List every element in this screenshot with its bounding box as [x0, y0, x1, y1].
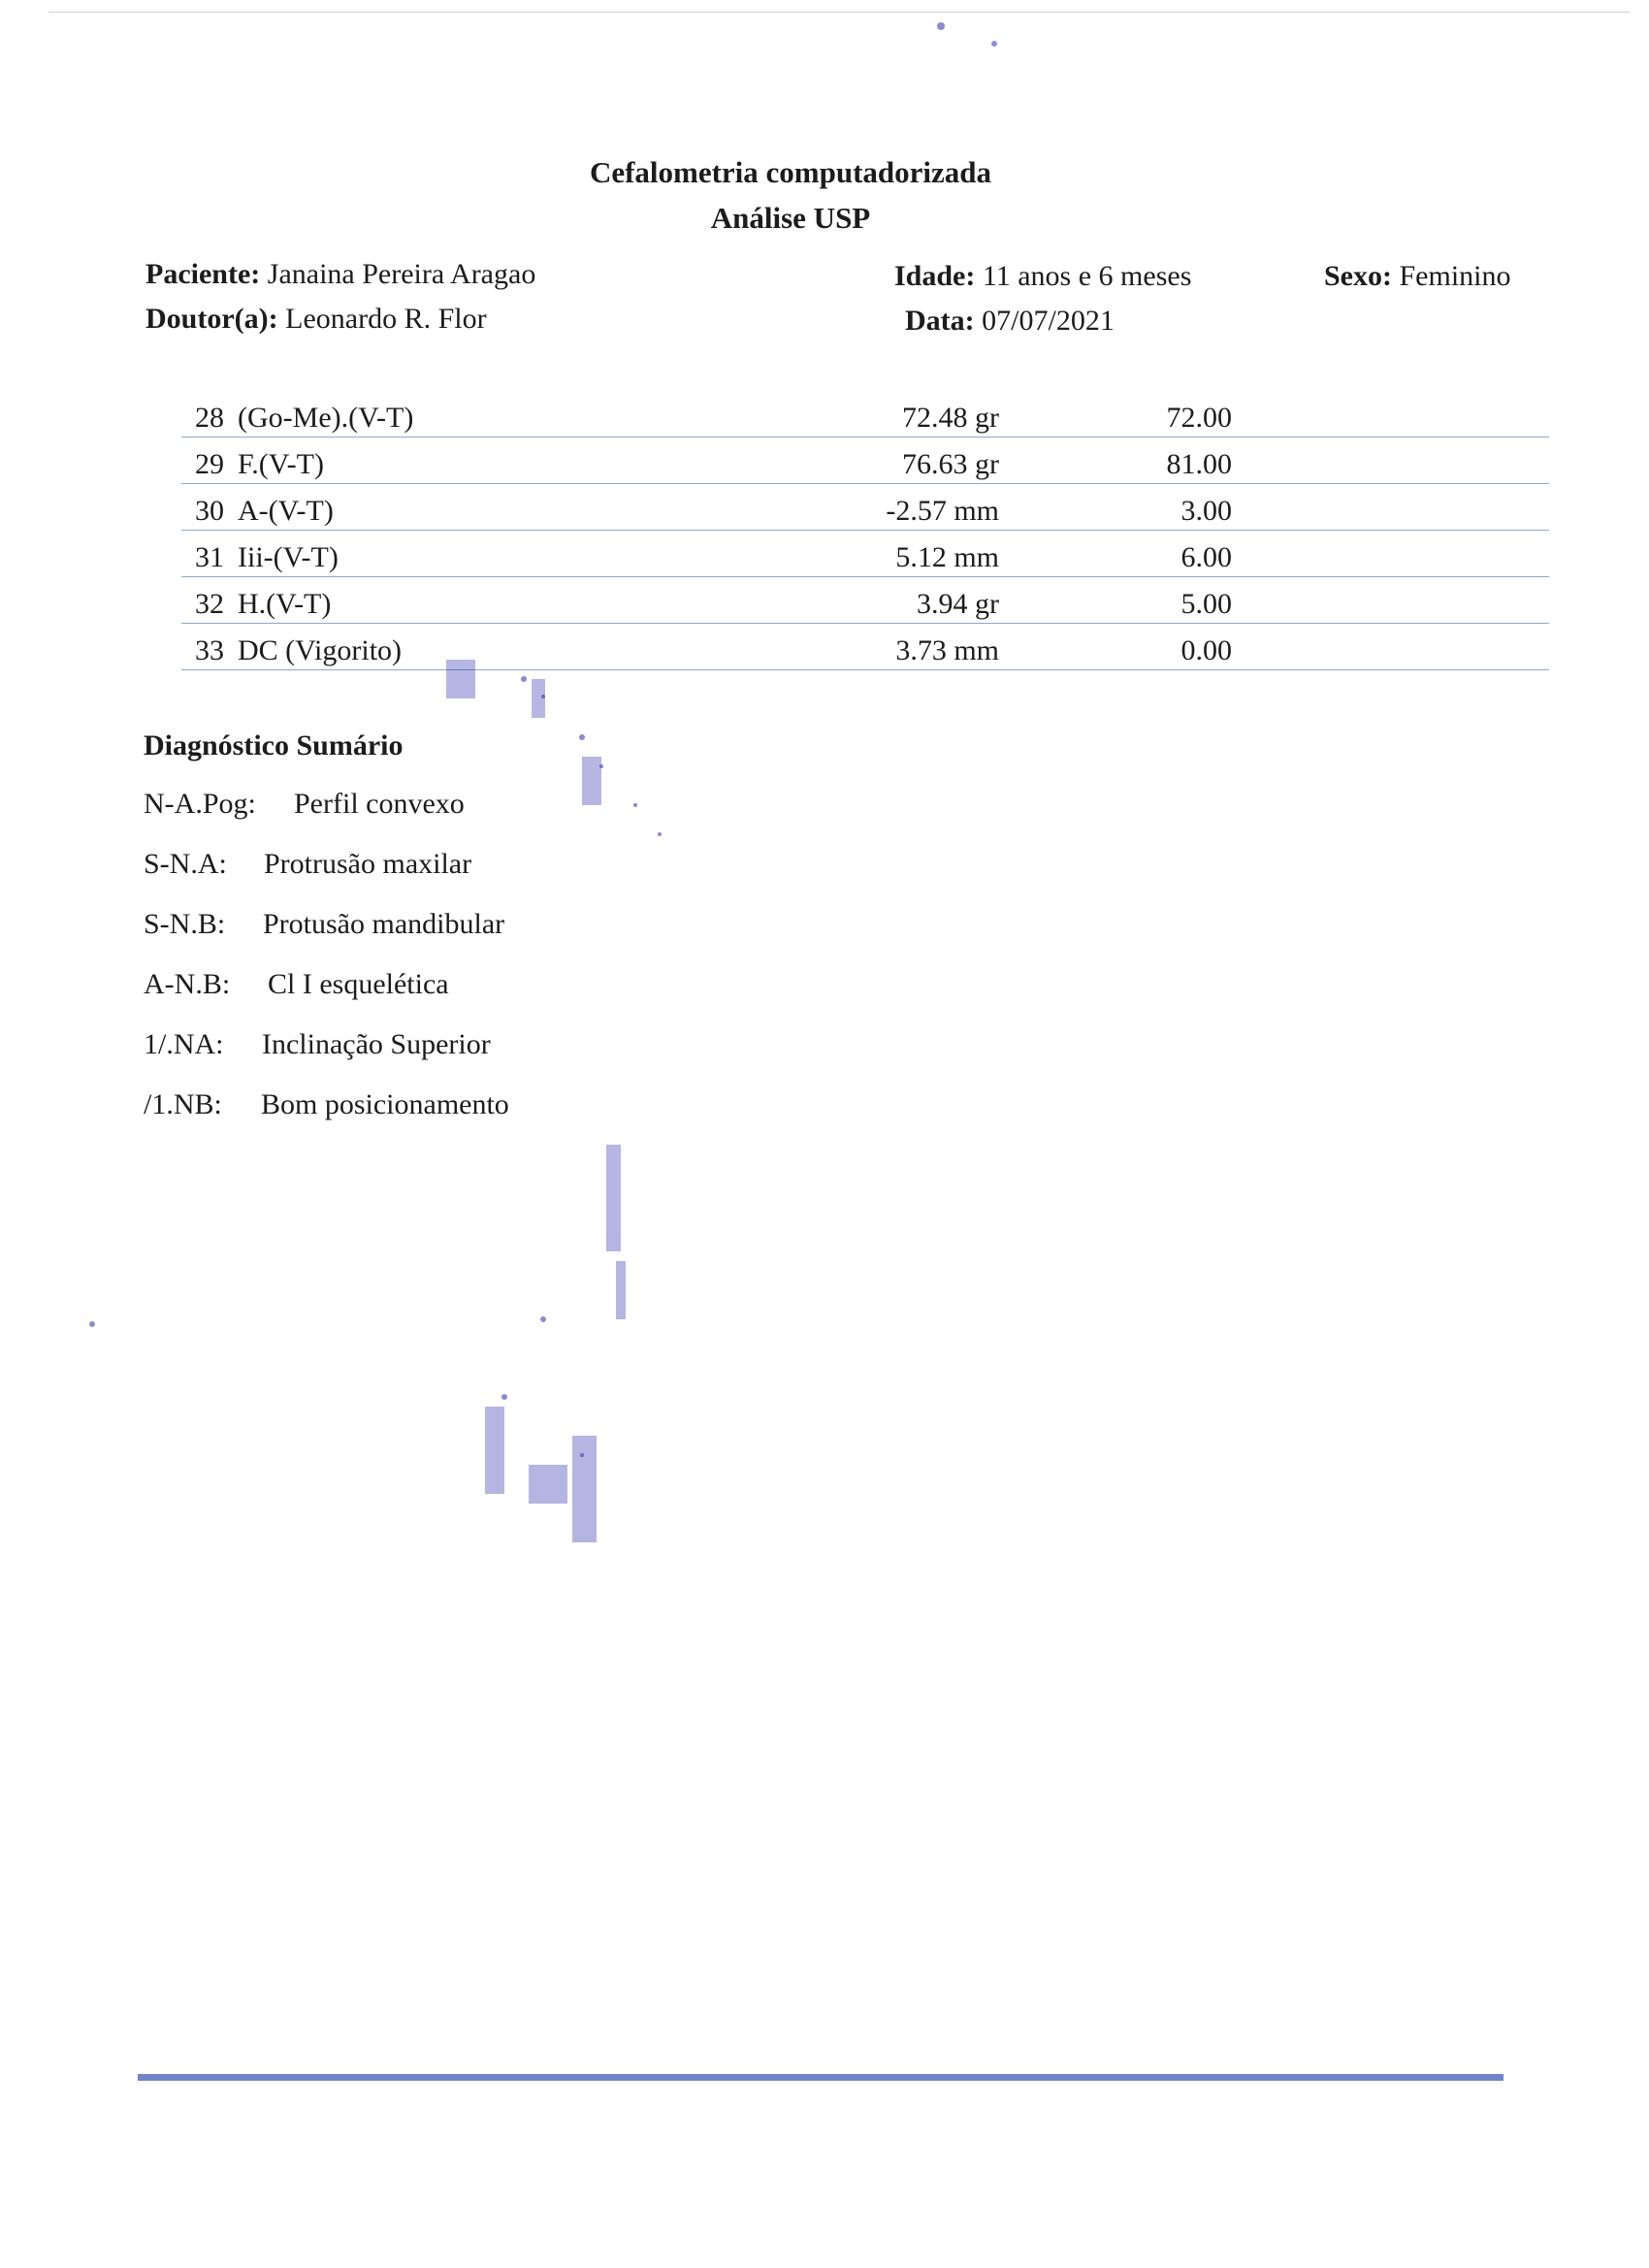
measurement-number: 31: [181, 531, 238, 577]
measurement-number: 29: [181, 437, 238, 484]
patient-name: Janaina Pereira Aragao: [267, 258, 536, 290]
report-title: Cefalometria computadorizada: [589, 155, 992, 189]
measurement-value: 3.73 mm: [810, 624, 999, 670]
diagnosis-title: Diagnóstico Sumário: [144, 729, 404, 761]
diagnosis-key: S-N.A:: [144, 848, 227, 880]
measurement-value: 76.63 gr: [810, 437, 999, 484]
diagnosis-value: Perfil convexo: [294, 788, 465, 820]
measurement-reference: 3.00: [999, 484, 1232, 531]
measurement-number: 30: [181, 484, 238, 531]
measurement-reference: 81.00: [999, 437, 1232, 484]
diagnosis-key: 1/.NA:: [144, 1028, 224, 1060]
measurement-value: 72.48 gr: [810, 391, 999, 437]
age-label: Idade:: [894, 260, 976, 292]
footer-bar: [138, 2074, 1504, 2081]
diagnosis-value: Protrusão maxilar: [264, 848, 472, 880]
measurement-reference: 0.00: [999, 624, 1232, 670]
measurement-reference: 6.00: [999, 531, 1232, 577]
doctor-label: Doutor(a):: [146, 303, 278, 335]
doctor-name: Leonardo R. Flor: [285, 303, 487, 335]
measurement-name: Iii-(V-T): [238, 531, 810, 577]
patient-name-label: Paciente:: [146, 258, 261, 290]
diagnosis-key: /1.NB:: [144, 1088, 222, 1120]
sex-label: Sexo:: [1324, 260, 1392, 292]
measurement-name: (Go-Me).(V-T): [238, 391, 810, 437]
age-value: 11 anos e 6 meses: [982, 260, 1192, 292]
date-value: 07/07/2021: [982, 305, 1115, 337]
diagnosis-key: A-N.B:: [144, 968, 231, 1000]
measurement-reference: 72.00: [999, 391, 1232, 437]
diagnosis-key: S-N.B:: [144, 908, 226, 940]
measurement-number: 28: [181, 391, 238, 437]
diagnosis-value: Inclinação Superior: [262, 1028, 491, 1060]
measurement-value: 3.94 gr: [810, 577, 999, 624]
measurement-value: 5.12 mm: [810, 531, 999, 577]
diagnosis-value: Cl I esquelética: [268, 968, 449, 1000]
diagnosis-value: Bom posicionamento: [261, 1088, 509, 1120]
date-label: Data:: [905, 305, 975, 337]
measurement-number: 32: [181, 577, 238, 624]
measurement-name: DC (Vigorito): [238, 624, 810, 670]
measurement-name: A-(V-T): [238, 484, 810, 531]
measurement-value: -2.57 mm: [810, 484, 999, 531]
diagnosis-key: N-A.Pog:: [144, 788, 256, 820]
measurement-reference: 5.00: [999, 577, 1232, 624]
sex-value: Feminino: [1399, 260, 1511, 292]
diagnosis-value: Protusão mandibular: [263, 908, 505, 940]
measurement-name: H.(V-T): [238, 577, 810, 624]
measurement-name: F.(V-T): [238, 437, 810, 484]
measurement-number: 33: [181, 624, 238, 670]
report-subtitle: Análise USP: [710, 201, 871, 235]
